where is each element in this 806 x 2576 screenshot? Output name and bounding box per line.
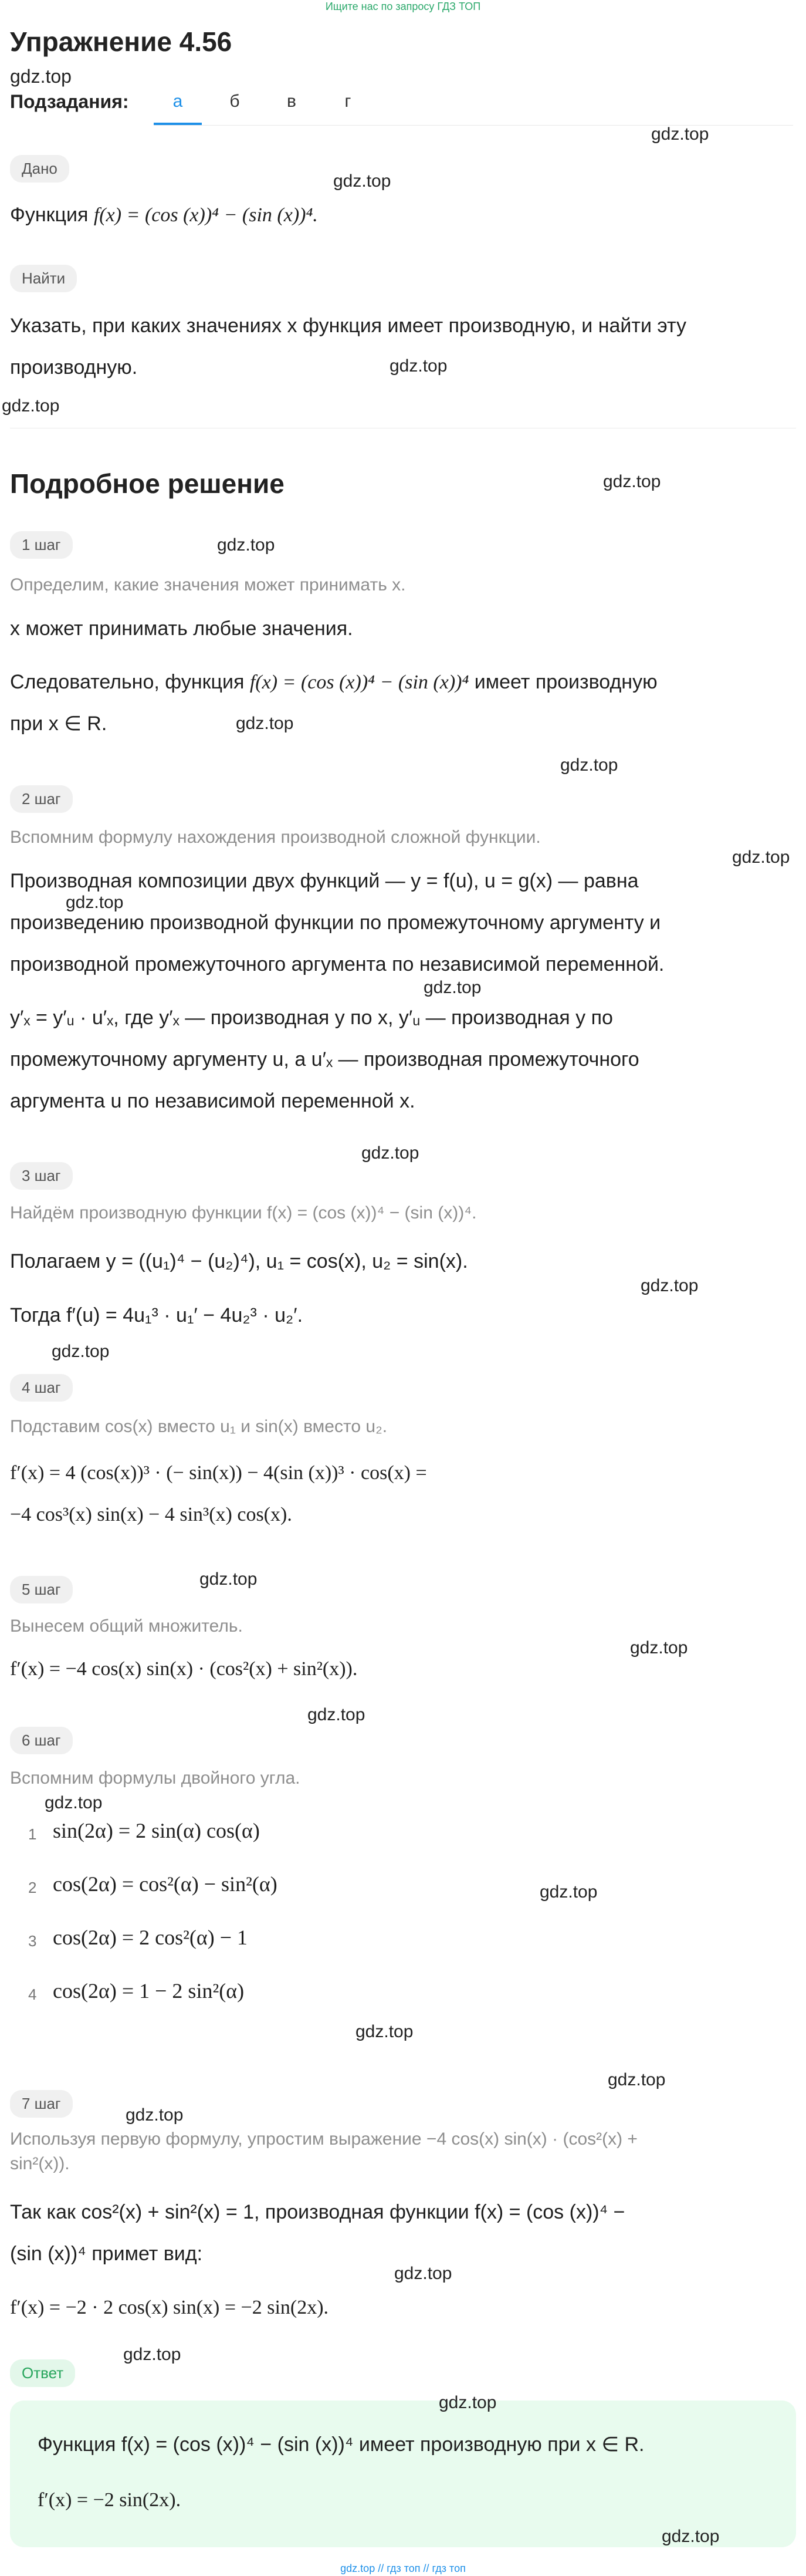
- step-4-line-2: −4 cos³(x) sin(x) − 4 sin³(x) cos(x).: [10, 1504, 292, 1525]
- given-pill-wrap: [10, 155, 69, 183]
- formula-item: [0, 1920, 806, 1962]
- step-2-line-3: производной промежуточного аргумента по независимой переменной.: [10, 953, 665, 975]
- step-1-pill: 1 шаг: [10, 531, 73, 559]
- step-5-hint: Вынесем общий множитель.: [10, 1616, 243, 1636]
- step-6-pill-wrap: [10, 1727, 73, 1754]
- watermark: gdz.top: [439, 2393, 497, 2412]
- step-4-pill: 4 шаг: [10, 1374, 73, 1402]
- formula-item: [0, 1974, 806, 2015]
- step-1-line-2: [10, 661, 796, 703]
- watermark: gdz.top: [199, 1569, 258, 1589]
- step-3-pill-wrap: [10, 1162, 73, 1190]
- watermark: gdz.top: [217, 535, 275, 555]
- tab-v[interactable]: в: [287, 92, 296, 111]
- step-7-hint-2: sin²(x)).: [10, 2154, 70, 2173]
- formula-text: cos(2α) = cos²(α) − sin²(α): [53, 1872, 277, 1896]
- step-5-pill: 5 шаг: [10, 1576, 73, 1603]
- step-2-pill-wrap: [10, 785, 73, 813]
- find-line-2: производную.: [10, 356, 138, 379]
- step-2-hint: Вспомним формулу нахождения производной сложной функции.: [10, 828, 541, 847]
- formula-number: 4: [28, 1986, 37, 2003]
- tab-a[interactable]: а: [172, 92, 183, 111]
- watermark: gdz.top: [236, 714, 294, 733]
- watermark: gdz.top: [355, 2022, 414, 2041]
- formula-number: 3: [28, 1932, 37, 1950]
- step-1-line-2-post: имеет производную: [469, 671, 658, 693]
- answer-pill: Ответ: [10, 2359, 75, 2387]
- step-2-line-4: y′ₓ = y′ᵤ · u′ₓ, где y′ₓ — производная y по x, y′ᵤ — производная y по: [10, 1007, 613, 1029]
- watermark: gdz.top: [52, 1342, 110, 1361]
- step-2-line-5: промежуточному аргументу u, а u′ₓ — производная промежуточного: [10, 1048, 639, 1071]
- step-6-pill: 6 шаг: [10, 1727, 73, 1754]
- formula-number: 2: [28, 1879, 37, 1896]
- step-7-line-1: Так как cos²(x) + sin²(x) = 1, производная функции f(x) = (cos (x))⁴ −: [10, 2201, 625, 2223]
- formula-text: cos(2α) = 1 − 2 sin²(α): [53, 1979, 245, 2003]
- step-3-hint: Найдём производную функции f(x) = (cos (x))⁴ − (sin (x))⁴.: [10, 1203, 477, 1223]
- solution-title: Подробное решение: [10, 468, 285, 499]
- double-angle-formulas: [0, 1814, 806, 2037]
- step-7-line-2: (sin (x))⁴ примет вид:: [10, 2243, 203, 2265]
- watermark: gdz.top: [126, 2105, 184, 2125]
- formula-number: 1: [28, 1825, 37, 1843]
- step-2-pill: 2 шаг: [10, 785, 73, 813]
- watermark: gdz.top: [307, 1705, 365, 1724]
- watermark: gdz.top: [66, 893, 124, 912]
- watermark: gdz.top: [641, 1276, 699, 1295]
- watermark: gdz.top: [603, 472, 661, 491]
- watermark: gdz.top: [361, 1143, 419, 1163]
- step-1-line-1: x может принимать любые значения.: [10, 617, 353, 640]
- watermark: gdz.top: [394, 2264, 452, 2283]
- given-pill: Дано: [10, 155, 69, 183]
- step-1-hint: Определим, какие значения может принимать x.: [10, 575, 406, 595]
- step-2-line-1: Производная композиции двух функций — y = f(u), u = g(x) — равна: [10, 870, 639, 892]
- step-3-line-1: Полагаем y = ((u₁)⁴ − (u₂)⁴), u₁ = cos(x), u₂ = sin(x).: [10, 1250, 468, 1272]
- step-7-pill-wrap: [10, 2090, 73, 2118]
- watermark: gdz.top: [608, 2070, 666, 2089]
- step-2-line-6: аргумента u по независимой переменной x.: [10, 1090, 415, 1112]
- find-pill-wrap: [10, 265, 77, 292]
- watermark: gdz.top: [123, 2345, 181, 2364]
- step-7-line-3: f′(x) = −2 · 2 cos(x) sin(x) = −2 sin(2x).: [10, 2297, 329, 2318]
- answer-line-1: Функция f(x) = (cos (x))⁴ − (sin (x))⁴ имеет производную при x ∈ R.: [38, 2433, 645, 2456]
- watermark: gdz.top: [732, 848, 790, 867]
- tab-g[interactable]: г: [344, 92, 351, 111]
- step-4-hint: Подставим cos(x) вместо u₁ и sin(x) вместо u₂.: [10, 1417, 388, 1436]
- step-7-hint-1: Используя первую формулу, упростим выражение −4 cos(x) sin(x) · (cos²(x) +: [10, 2129, 638, 2149]
- watermark: gdz.top: [662, 2527, 720, 2546]
- watermark: gdz.top: [651, 124, 709, 144]
- given-text: [10, 194, 796, 236]
- step-4-line-1: f′(x) = 4 (cos(x))³ · (− sin(x)) − 4(sin (x))³ · cos(x) =: [10, 1462, 427, 1484]
- step-3-line-2: Тогда f′(u) = 4u₁³ · u₁′ − 4u₂³ · u₂′.: [10, 1304, 303, 1326]
- site-tag: gdz.top: [10, 66, 72, 87]
- given-formula: f(x) = (cos (x))⁴ − (sin (x))⁴.: [93, 204, 318, 226]
- step-5-line-1: f′(x) = −4 cos(x) sin(x) · (cos²(x) + sin²(x)).: [10, 1658, 358, 1680]
- step-3-pill: 3 шаг: [10, 1162, 73, 1190]
- answer-pill-wrap: [10, 2359, 75, 2387]
- watermark: gdz.top: [333, 171, 391, 191]
- answer-box: [10, 2401, 796, 2547]
- watermark: gdz.top: [45, 1793, 103, 1812]
- find-line-1: Указать, при каких значениях x функция имеет производную, и найти эту: [10, 315, 686, 337]
- watermark: gdz.top: [390, 356, 448, 376]
- answer-line-2: f′(x) = −2 sin(2x).: [38, 2489, 181, 2511]
- step-1-line-2-pre: Следовательно, функция: [10, 671, 250, 693]
- watermark: gdz.top: [2, 396, 60, 416]
- subtasks-label: Подзадания:: [10, 91, 129, 112]
- formula-item: [0, 1814, 806, 1855]
- step-2-line-2: произведению производной функции по промежуточному аргументу и: [10, 911, 661, 934]
- watermark: gdz.top: [560, 755, 618, 775]
- given-prefix: Функция: [10, 204, 94, 226]
- watermark: gdz.top: [630, 1638, 688, 1657]
- step-1-line-2-formula: f(x) = (cos (x))⁴ − (sin (x))⁴: [249, 671, 469, 693]
- find-pill: Найти: [10, 265, 77, 292]
- step-1-pill-wrap: [10, 531, 73, 559]
- search-banner[interactable]: Ищите нас по запросу ГДЗ ТОП: [325, 1, 481, 12]
- step-5-pill-wrap: [10, 1576, 73, 1603]
- tab-b[interactable]: б: [229, 92, 240, 111]
- step-1-line-3: при x ∈ R.: [10, 713, 107, 735]
- formula-item: [0, 1867, 806, 1909]
- step-6-hint: Вспомним формулы двойного угла.: [10, 1768, 300, 1788]
- watermark: gdz.top: [540, 1882, 598, 1902]
- footer-links[interactable]: gdz.top // гдз топ // гдз топ: [340, 2563, 466, 2574]
- step-7-pill: 7 шаг: [10, 2090, 73, 2118]
- page-title: Упражнение 4.56: [10, 26, 232, 57]
- formula-text: cos(2α) = 2 cos²(α) − 1: [53, 1926, 248, 1949]
- step-4-pill-wrap: [10, 1374, 73, 1402]
- formula-text: sin(2α) = 2 sin(α) cos(α): [53, 1819, 260, 1842]
- watermark: gdz.top: [424, 978, 482, 997]
